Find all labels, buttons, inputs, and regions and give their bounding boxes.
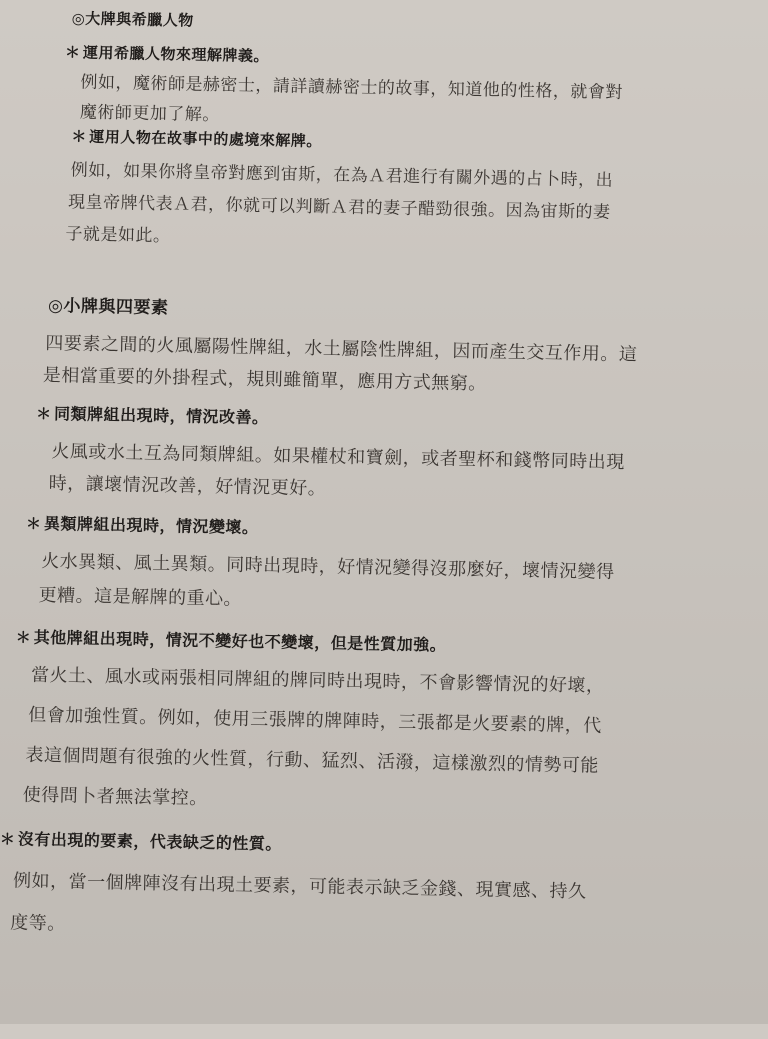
bullet-star-icon: ＊ xyxy=(15,628,32,647)
section-heading-minor-arcana: ◎小牌與四要素 xyxy=(47,295,169,319)
body-line: 表這個問題有很強的火性質，行動、猛烈、活潑，這樣激烈的情勢可能 xyxy=(25,744,600,777)
bullet-title-text: 其他牌組出現時，情況不變好也不變壞，但是性質加強。 xyxy=(33,627,447,655)
body-line: 魔術師更加了解。 xyxy=(79,102,221,126)
bullet-title-text: 同類牌組出現時，情況改善。 xyxy=(53,404,269,428)
body-line: 時，讓壞情況改善，好情況更好。 xyxy=(48,473,327,500)
bullet-star-icon: ＊ xyxy=(71,127,88,146)
bullet-title xyxy=(71,125,322,151)
bullet-title-text: 沒有出現的要素，代表缺乏的性質。 xyxy=(17,829,283,854)
bullet-star-icon: ＊ xyxy=(64,43,81,62)
intro-line: 是相當重要的外掛程式，規則雖簡單，應用方式無窮。 xyxy=(42,364,487,395)
bullet-title xyxy=(36,401,269,428)
bullet-title xyxy=(0,826,282,854)
body-line: 更糟。這是解牌的重心。 xyxy=(38,584,243,610)
bullet-star-icon: ＊ xyxy=(35,404,52,424)
body-line: 火水異類、風土異類。同時出現時，好情況變得沒那麼好，壞情況變得 xyxy=(41,550,615,583)
bullet-title-text: 運用人物在故事中的處境來解牌。 xyxy=(89,127,323,151)
body-line: 例如，當一個牌陣沒有出現土要素，可能表示缺乏金錢、現實感、持久 xyxy=(12,870,587,903)
body-line: 子就是如此。 xyxy=(65,224,171,247)
body-line: 火風或水土互為同類牌組。如果權杖和寶劍，或者聖杯和錢幣同時出現 xyxy=(51,441,625,474)
section-heading-major-arcana: ◎大牌與希臘人物 xyxy=(71,9,194,30)
bullet-title xyxy=(26,511,259,538)
intro-line: 四要素之間的火風屬陽性牌組，水土屬陰性牌組，因而產生交互作用。這 xyxy=(45,332,638,366)
bullet-star-icon: ＊ xyxy=(0,830,16,849)
body-line: 例如，魔術師是赫密士，請詳讀赫密士的故事，知道他的性格，就會對 xyxy=(80,72,624,103)
body-line: 但會加強性質。例如，使用三張牌的牌陣時，三張都是火要素的牌，代 xyxy=(28,704,602,737)
bullet-title-text: 異類牌組出現時，情況變壞。 xyxy=(43,513,259,538)
bullet-title xyxy=(16,624,447,655)
bullet-star-icon: ＊ xyxy=(25,514,42,533)
bullet-title-text: 運用希臘人物來理解牌義。 xyxy=(82,43,270,66)
body-line: 例如，如果你將皇帝對應到宙斯，在為Ａ君進行有關外遇的占卜時，出 xyxy=(70,160,614,191)
bullet-title xyxy=(65,41,269,66)
body-line: 現皇帝牌代表Ａ君，你就可以判斷Ａ君的妻子醋勁很強。因為宙斯的妻 xyxy=(67,192,611,223)
body-line: 使得問卜者無法掌控。 xyxy=(22,784,208,810)
body-line: 當火土、風水或兩張相同牌組的牌同時出現時，不會影響情況的好壞， xyxy=(30,664,605,697)
body-line: 度等。 xyxy=(10,912,66,935)
